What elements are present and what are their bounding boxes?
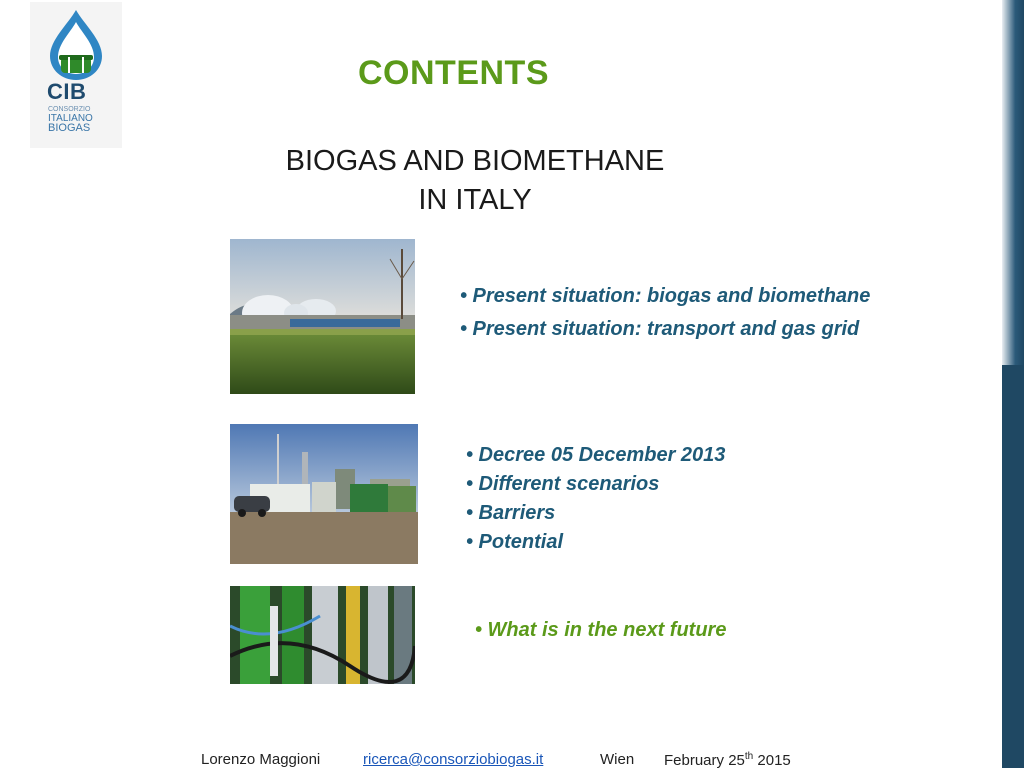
bullet-item: • Potential (466, 531, 564, 553)
logo-line-2: ITALIANO (48, 113, 93, 124)
right-accent-bar-lower (1002, 365, 1024, 768)
footer-date (664, 751, 791, 769)
equipment-closeup-photo (230, 586, 415, 684)
footer-city: Wien (600, 751, 635, 768)
footer-date-prefix: February 25 (664, 752, 745, 769)
footer-date-suffix: 2015 (753, 752, 791, 769)
section-decree (466, 441, 725, 557)
bullet-item: • Barriers (466, 502, 556, 524)
bullet-item: • Present situation: biogas and biomethane (460, 285, 871, 307)
bullet-item: • Decree 05 December 2013 (466, 444, 726, 466)
logo-line-3: BIOGAS (48, 122, 91, 134)
section-present-situation (460, 280, 870, 346)
subtitle-line-2: IN ITALY (418, 184, 532, 216)
bullet-item: • Present situation: transport and gas grid (460, 318, 860, 340)
footer-author: Lorenzo Maggioni (201, 751, 321, 768)
logo-acronym: CIB (47, 79, 87, 104)
section-future (475, 618, 726, 642)
slide-subtitle (240, 142, 710, 220)
right-accent-bar (1002, 0, 1024, 365)
upgrading-plant-photo (230, 424, 418, 564)
cib-logo (30, 2, 122, 148)
subtitle-line-1: BIOGAS AND BIOMETHANE (285, 145, 665, 177)
footer-date-sup: th (744, 751, 754, 762)
footer-email-link[interactable]: ricerca@consorziobiogas.it (363, 751, 544, 768)
bullet-item: • What is in the next future (475, 619, 727, 641)
bullet-item: • Different scenarios (466, 473, 660, 495)
slide-title: CONTENTS (358, 54, 549, 92)
biogas-plant-photo (230, 239, 415, 394)
biogas-drop-icon (30, 2, 122, 82)
logo-line-1: CONSORZIO (48, 106, 91, 113)
